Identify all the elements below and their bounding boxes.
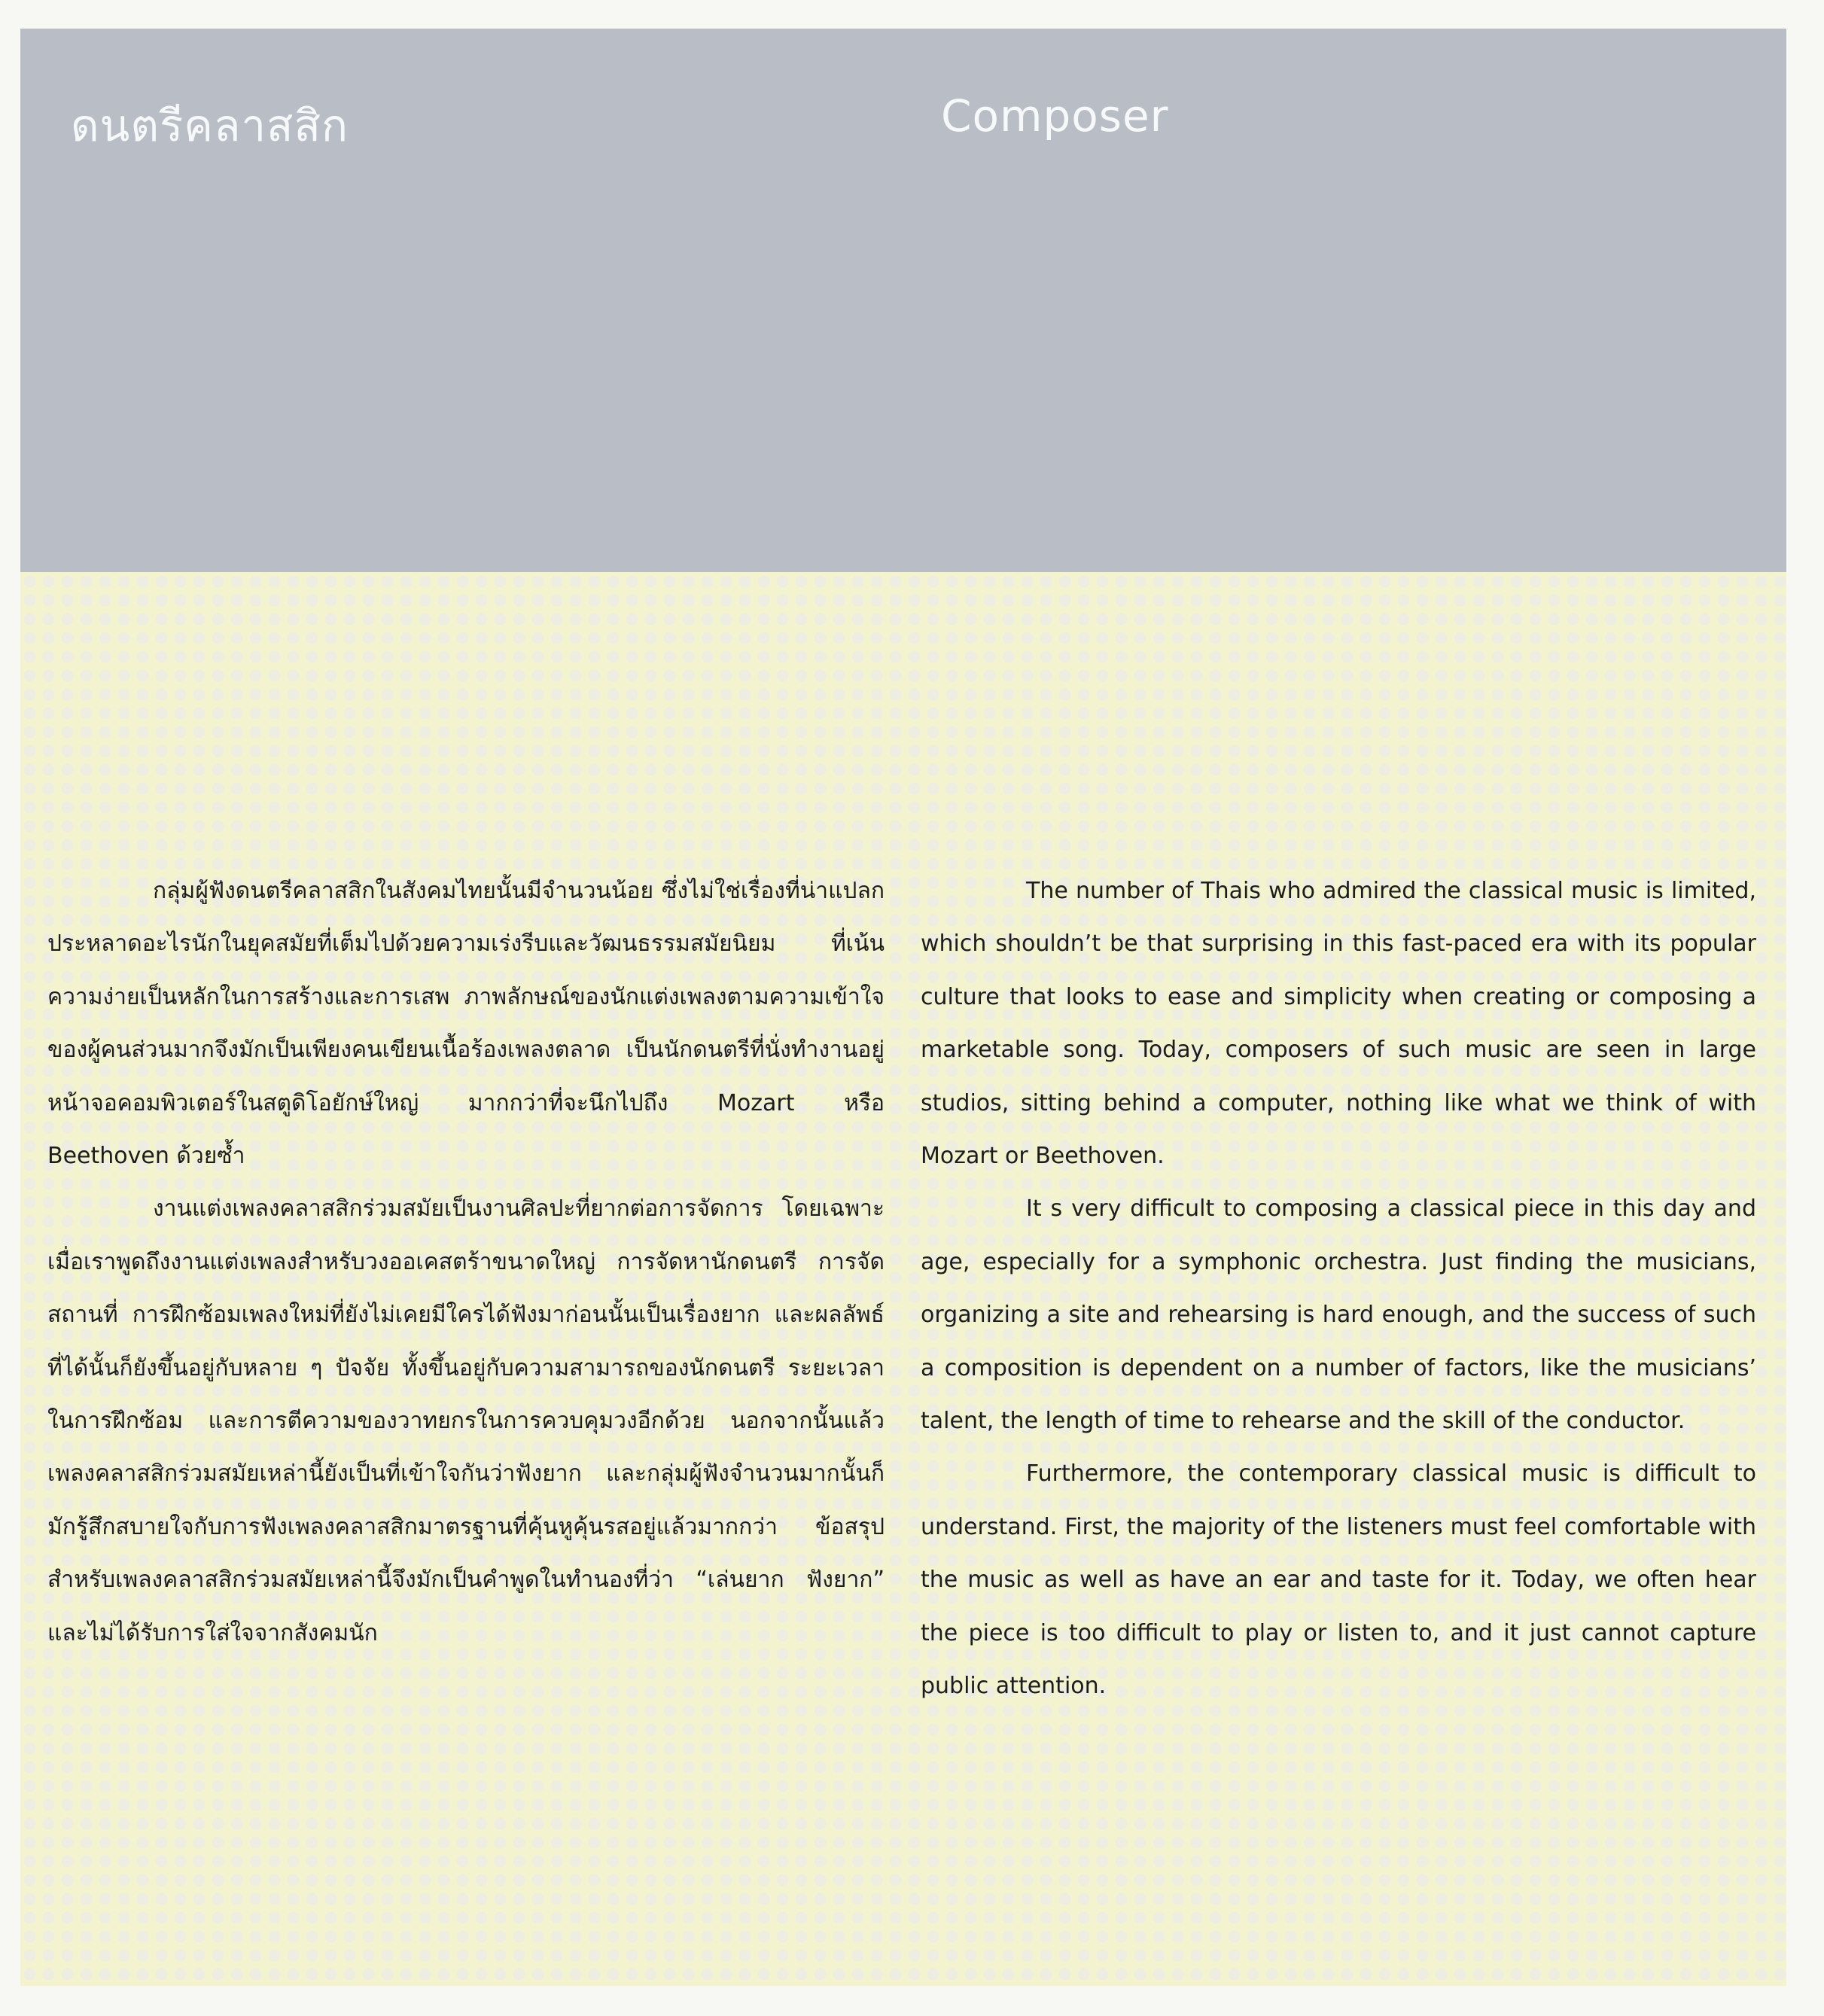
english-paragraph-3: Furthermore, the contemporary classical music is difficult to understand. First, the majority of the listeners must feel comfortable with the music as well as have an ear and taste for it. Today, we often hear the piece is too difficult to play or listen to, and it just cannot capture public attention. — [921, 1460, 1756, 1700]
thai-paragraph-1: กลุ่มผู้ฟังดนตรีคลาสสิกในสังคมไทยนั้นมีจำนวนน้อย ซึ่งไม่ใช่เรื่องที่น่าแปลกประหลาดอะไรนักในยุคสมัยที่เต็มไปด้วยความเร่งรีบและวัฒนธรรมสมัยนิยม ที่เน้นความง่ายเป็นหลักในการสร้างและการเสพ ภาพลักษณ์ของนักแต่งเพลงตามความเข้าใจของผู้คนส่วนมากจึงมักเป็นเพียงคนเขียนเนื้อร้องเพลงตลาด เป็นนักดนตรีที่นั่งทำงานอยู่หน้าจอคอมพิวเตอร์ในสตูดิโอยักษ์ใหญ่ มากกว่าที่จะนึกไปถึง Mozart หรือ Beethoven ด้วยซ้ำ — [47, 878, 885, 1170]
thai-title: ดนตรีคลาสสิก — [71, 100, 349, 151]
thai-text-column — [47, 865, 885, 1660]
english-text-column — [921, 865, 1756, 1713]
thai-paragraph-2: งานแต่งเพลงคลาสสิกร่วมสมัยเป็นงานศิลปะที่ยากต่อการจัดการ โดยเฉพาะเมื่อเราพูดถึงงานแต่งเพลงสำหรับวงออเคสตร้าขนาดใหญ่ การจัดหานักดนตรี การจัดสถานที่ การฝึกซ้อมเพลงใหม่ที่ยังไม่เคยมีใครได้ฟังมาก่อนนั้นเป็นเรื่องยาก และผลลัพธ์ที่ได้นั้นก็ยังขึ้นอยู่กับหลาย ๆ ปัจจัย ทั้งขึ้นอยู่กับความสามารถของนักดนตรี ระยะเวลาในการฝึกซ้อม และการตีความของวาทยกรในการควบคุมวงอีกด้วย นอกจากนั้นแล้ว เพลงคลาสสิกร่วมสมัยเหล่านี้ยังเป็นที่เข้าใจกันว่าฟังยาก และกลุ่มผู้ฟังจำนวนมากนั้นก็มักรู้สึกสบายใจกับการฟังเพลงคลาสสิกมาตรฐานที่คุ้นหูคุ้นรสอยู่แล้วมากกว่า ข้อสรุปสำหรับเพลงคลาสสิกร่วมสมัยเหล่านี้จึงมักเป็นคำพูดในทำนองที่ว่า “เล่นยาก ฟังยาก” และไม่ได้รับการใส่ใจจากสังคมนัก — [47, 1195, 885, 1646]
english-paragraph-1: The number of Thais who admired the classical music is limited, which shouldn’t be that surprising in this fast-paced era with its popular culture that looks to ease and simplicity when creating or composing a marketable song. Today, composers of such music are seen in large studios, sitting behind a computer, nothing like what we think of with Mozart or Beethoven. — [921, 878, 1756, 1170]
header-band — [20, 29, 1786, 572]
english-title: Composer — [941, 90, 1169, 142]
english-paragraph-2: It s very difficult to composing a classical piece in this day and age, especially for a symphonic orchestra. Just finding the musicians, organizing a site and rehearsing is hard enough, and the success of such a composition is dependent on a number of factors, like the musicians’ talent, the length of time to rehearse and the skill of the conductor. — [921, 1195, 1756, 1435]
